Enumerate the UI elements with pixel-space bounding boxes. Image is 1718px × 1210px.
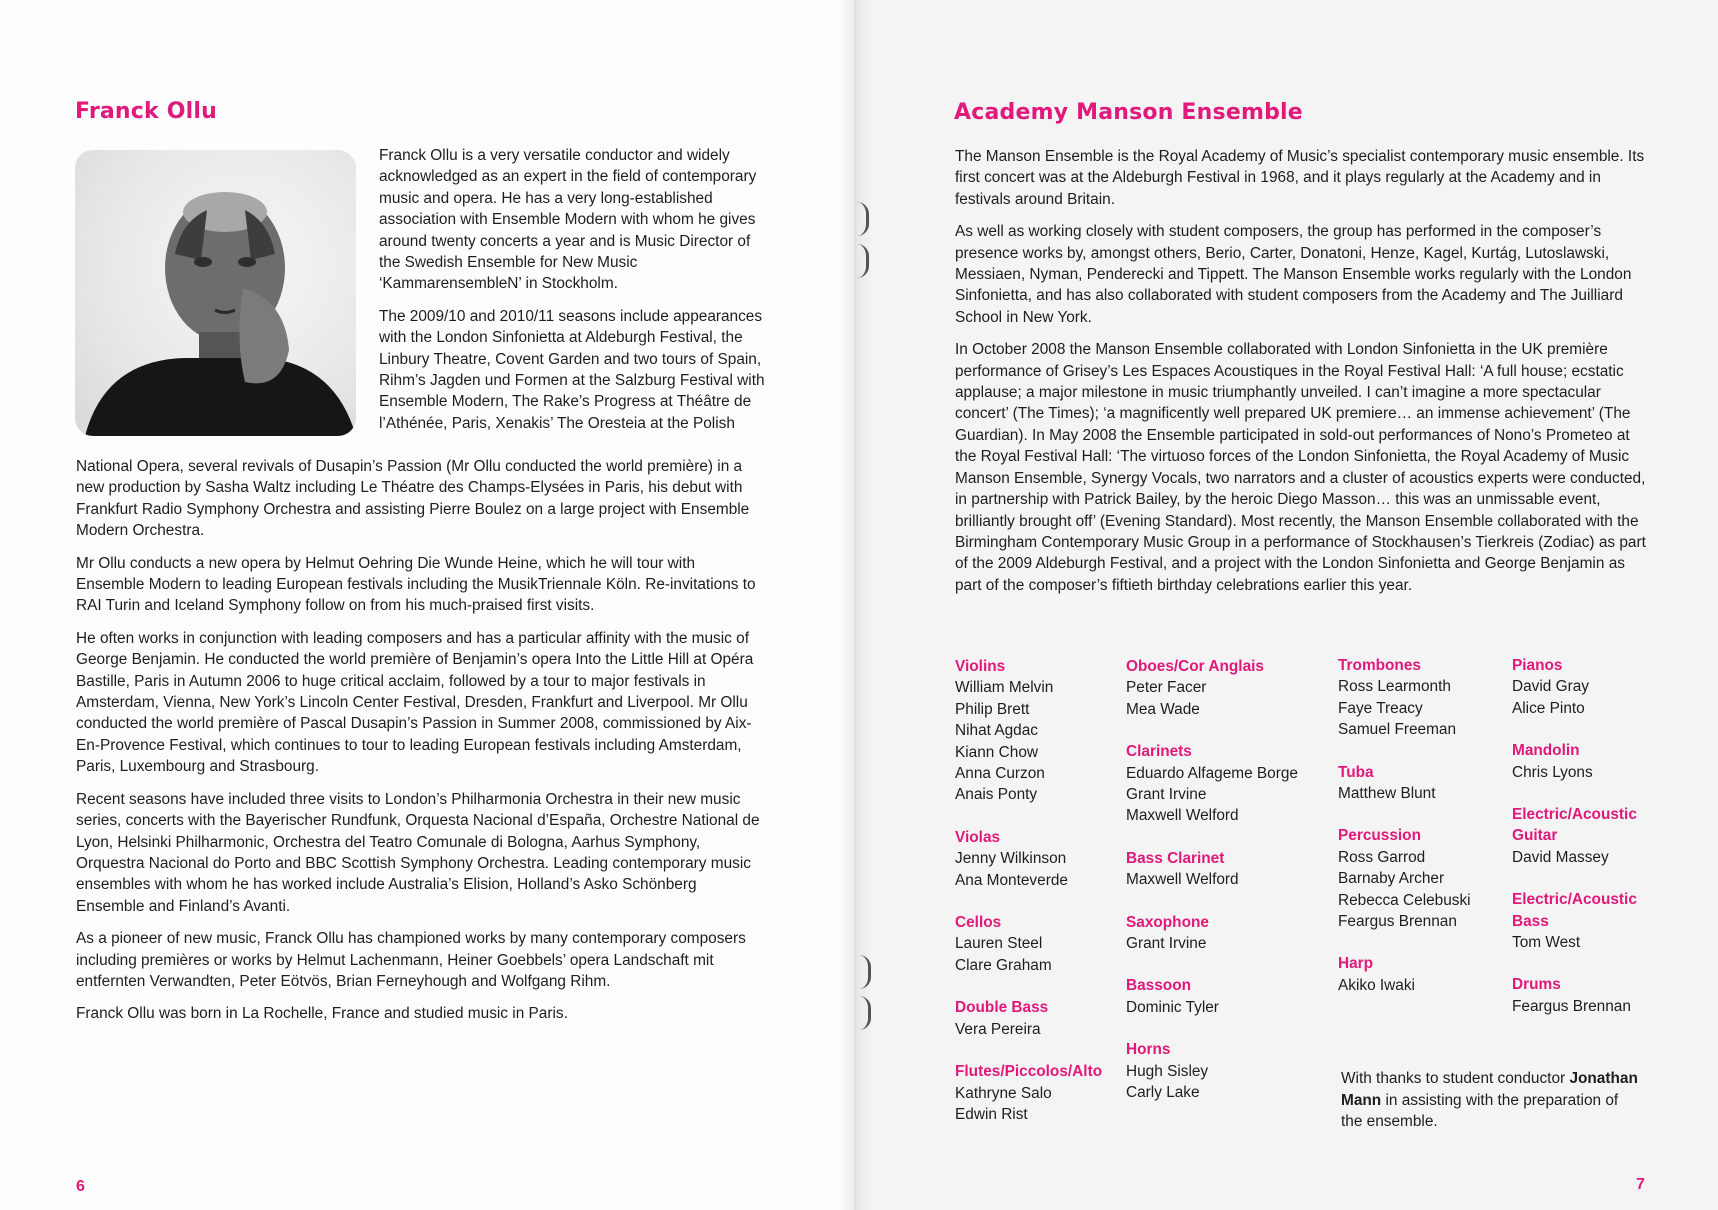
member-name: Grant Irvine xyxy=(1126,786,1207,804)
member-name: Grant Irvine xyxy=(1126,935,1207,953)
roster-column xyxy=(1512,655,1662,1038)
bio-paragraph: Franck Ollu was born in La Rochelle, France and studied music in Paris. xyxy=(76,1005,568,1023)
roster-section xyxy=(1512,740,1662,783)
member-name: Barnaby Archer xyxy=(1338,870,1445,888)
member-name: Kathryne Salo xyxy=(955,1084,1052,1102)
roster-section xyxy=(1512,889,1662,953)
left-page-heading: Franck Ollu xyxy=(75,99,217,124)
member-name: Ross Learmonth xyxy=(1338,678,1451,696)
member-name: Feargus Brennan xyxy=(1338,913,1457,931)
member-name: Samuel Freeman xyxy=(1338,721,1457,739)
bio-intro xyxy=(379,145,774,445)
member-name: Alice Pinto xyxy=(1512,699,1585,717)
section-title: Double Bass xyxy=(955,999,1049,1017)
member-name: Maxwell Welford xyxy=(1126,871,1239,889)
member-name: Ross Garrod xyxy=(1338,848,1426,866)
member-name: Anna Curzon xyxy=(955,765,1045,783)
member-name: Feargus Brennan xyxy=(1512,997,1631,1015)
member-name: Anais Ponty xyxy=(955,786,1038,804)
section-title: Clarinets xyxy=(1126,743,1192,761)
bio-paragraph: As a pioneer of new music, Franck Ollu has championed works by many contemporary composers including premières or works by Helmut Lachenmann, Heiner Goebbels’ opera Landschaft mit entfernten Verwandten, Peter Eötvös, Brian Ferneyhough and Wolfgang Rihm. xyxy=(76,930,746,990)
roster-section xyxy=(1338,825,1508,932)
member-name: Vera Pereira xyxy=(955,1020,1041,1038)
roster-section xyxy=(1126,975,1331,1018)
portrait-illustration xyxy=(75,150,356,436)
bio-paragraph: The 2009/10 and 2010/11 seasons include appearances with the London Sinfonietta at Aldeburgh Festival, the Linbury Theatre, Covent Garden and two tours of Spain, Rihm’s Jagden und Formen at the Salzburg Festival with Ensemble Modern, The Rake’s Progress at Théâtre de l’Athénée, Paris, Xenakis’ The Oresteia at the Polish xyxy=(379,307,765,432)
roster-column xyxy=(1126,656,1331,1125)
member-name: Philip Brett xyxy=(955,700,1030,718)
ensemble-description xyxy=(955,146,1655,607)
member-name: Eduardo Alfageme Borge xyxy=(1126,764,1298,782)
bio-body xyxy=(76,456,766,1036)
ensemble-paragraph: The Manson Ensemble is the Royal Academy of Music’s specialist contemporary music ensemble. Its first concert was at the Aldeburgh Festival in 1968, and it plays regularly at the Academy and in festivals around Britain. xyxy=(955,148,1645,208)
member-name: Akiko Iwaki xyxy=(1338,976,1415,994)
section-title: Harp xyxy=(1338,955,1374,973)
section-title: Electric/Acoustic Bass xyxy=(1512,891,1637,930)
roster-section xyxy=(1512,655,1662,719)
bio-paragraph: Recent seasons have included three visits to London’s Philharmonia Orchestra in their new music series, concerts with the Bayerischer Rundfunk, Orquesta Nacional d’España, Orchestre National de Lyon, Helsinki Philharmonic, Orchestra del Teatro Comunale di Bologna, Aarhus Symphony, Orquestra Nacional do Porto and BBC Scottish Symphony Orchestra. Leading contemporary music ensembles with whom he has worked include Australia’s Elision, Holland’s Asko Schönberg Ensemble and Finland’s Avanti. xyxy=(76,790,760,915)
roster-section xyxy=(955,997,1120,1040)
member-name: Nihat Agdac xyxy=(955,722,1038,740)
member-name: Ana Monteverde xyxy=(955,871,1068,889)
member-name: Faye Treacy xyxy=(1338,699,1423,717)
member-name: Mea Wade xyxy=(1126,700,1200,718)
section-title: Saxophone xyxy=(1126,913,1209,931)
member-name: Kiann Chow xyxy=(955,743,1038,761)
roster-section xyxy=(1338,762,1508,805)
section-title: Bass Clarinet xyxy=(1126,849,1225,867)
section-title: Percussion xyxy=(1338,827,1421,845)
member-name: Matthew Blunt xyxy=(1338,785,1436,803)
roster-section xyxy=(1126,912,1331,955)
roster-section xyxy=(955,1061,1120,1125)
member-name: Peter Facer xyxy=(1126,679,1207,697)
member-name: Lauren Steel xyxy=(955,935,1043,953)
roster-section xyxy=(1512,804,1662,868)
section-title: Tuba xyxy=(1338,763,1374,781)
conductor-portrait-photo xyxy=(75,150,356,436)
thanks-text: in assisting with the preparation of the ensemble. xyxy=(1341,1091,1619,1131)
ensemble-paragraph: As well as working closely with student composers, the group has performed in the composer’s presence works by, amongst others, Berio, Carter, Donatoni, Henze, Kagel, Kurtág, Lutoslawski, Messiaen, Nyman, Penderecki and Tippett. The Manson Ensemble works regularly with the London Sinfonietta, and has also collaborated with student composers from the Academy and The Juilliard School in New York. xyxy=(955,223,1632,326)
member-name: Dominic Tyler xyxy=(1126,998,1219,1016)
acknowledgement-note xyxy=(1341,1068,1641,1133)
roster-section xyxy=(1126,656,1331,720)
member-name: Clare Graham xyxy=(955,956,1052,974)
member-name: Hugh Sisley xyxy=(1126,1062,1209,1080)
bio-paragraph: Franck Ollu is a very versatile conductor and widely acknowledged as an expert in the field of contemporary music and opera. He has a very long-established association with Ensemble Modern with whom he gives around twenty concerts a year and is Music Director of the Swedish Ensemble for New Music ‘KammarensembleN’ in Stockholm. xyxy=(379,147,757,293)
roster-column xyxy=(1338,655,1508,1017)
member-name: David Massey xyxy=(1512,848,1609,866)
section-title: Electric/Acoustic Guitar xyxy=(1512,806,1637,845)
page-number-left: 6 xyxy=(76,1178,85,1195)
roster-section xyxy=(955,656,1120,806)
bio-paragraph: He often works in conjunction with leading composers and has a particular affinity with the music of George Benjamin. He conducted the world première of Benjamin’s opera Into the Little Hill at Opéra Bastille, Paris in Autumn 2006 to huge critical acclaim, followed by a tour to major festivals in Amsterdam, Vienna, New York’s Lincoln Center Festival, Dresden, Frankfurt and Liverpool. Mr Ollu conducted the world première of Pascal Dusapin’s Passion in Summer 2008, commissioned by Aix-En-Provence Festival, which continues to tour to leading European festivals including Amsterdam, Paris, Luxembourg and Strasbourg. xyxy=(76,629,754,776)
ensemble-paragraph: In October 2008 the Manson Ensemble collaborated with London Sinfonietta in the UK première performance of Grisey’s Les Espaces Acoustiques in the Royal Festival Hall: ‘A full house; ecstatic applause; a major milestone in music triumphantly unveiled. I can’t imagine a more spectacular concert’ (The Times); ‘a magnificently well prepared UK premiere… an immense achievement’ (The Guardian). In May 2008 the Ensemble participated in sold-out performances of Nono’s Prometeo at the Royal Festival Hall: ‘The virtuoso forces of the London Sinfonietta, the Royal Academy of Music Manson Ensemble, Synergy Vocals, two narrators and a cluster of acoustics experts were conducted, in partnership with Patrick Bailey, by the heroic Diego Masson… this was an unmissable event, brilliantly brought off’ (Evening Standard). Most recently, the Manson Ensemble collaborated with the Birmingham Contemporary Music Group in a performance of Stockhausen’s Tierkreis (Zodiac) as part of the 2009 Aldeburgh Festival, and a project with the London Sinfonietta and George Benjamin as part of the composer’s fiftieth birthday celebrations earlier this year. xyxy=(955,341,1646,594)
member-name: Chris Lyons xyxy=(1512,763,1593,781)
member-name: Edwin Rist xyxy=(955,1105,1028,1123)
member-name: Carly Lake xyxy=(1126,1084,1200,1102)
member-name: Jenny Wilkinson xyxy=(955,850,1067,868)
section-title: Pianos xyxy=(1512,657,1563,674)
right-page-heading: Academy Manson Ensemble xyxy=(954,100,1303,125)
thanks-text: With thanks to student conductor xyxy=(1341,1070,1566,1087)
page-number-right: 7 xyxy=(1636,1176,1645,1193)
section-title: Mandolin xyxy=(1512,742,1580,760)
member-name: David Gray xyxy=(1512,678,1589,696)
section-title: Flutes/Piccolos/Alto xyxy=(955,1063,1103,1081)
bio-paragraph: National Opera, several revivals of Dusapin’s Passion (Mr Ollu conducted the world première) in a new production by Sasha Waltz including Le Théatre des Champs-Elysées in Paris, his debut with Frankfurt Radio Symphony Orchestra and assisting Pierre Boulez on a large project with Ensemble Modern Orchestra. xyxy=(76,458,750,540)
member-name: Rebecca Celebuski xyxy=(1338,891,1471,909)
section-title: Horns xyxy=(1126,1041,1171,1059)
roster-section xyxy=(1338,953,1508,996)
member-name: William Melvin xyxy=(955,679,1054,697)
section-title: Drums xyxy=(1512,976,1561,994)
roster-section xyxy=(1338,655,1508,741)
section-title: Bassoon xyxy=(1126,977,1191,995)
roster-section xyxy=(1126,848,1331,891)
roster-section xyxy=(1512,974,1662,1017)
roster-section xyxy=(955,827,1120,891)
section-title: Violins xyxy=(955,658,1006,675)
left-page xyxy=(0,0,855,1210)
section-title: Oboes/Cor Anglais xyxy=(1126,658,1264,675)
section-title: Cellos xyxy=(955,914,1002,932)
roster-section xyxy=(1126,1039,1331,1103)
student-conductor-name: Jonathan Mann xyxy=(1341,1070,1638,1109)
section-title: Violas xyxy=(955,828,1001,846)
member-name: Maxwell Welford xyxy=(1126,807,1239,825)
member-name: Tom West xyxy=(1512,934,1581,952)
roster-section xyxy=(955,912,1120,976)
roster-column xyxy=(955,656,1120,1146)
section-title: Trombones xyxy=(1338,657,1421,674)
roster-section xyxy=(1126,741,1331,827)
bio-paragraph: Mr Ollu conducts a new opera by Helmut Oehring Die Wunde Heine, which he will tour with Ensemble Modern to leading European festivals including the MusikTriennale Köln. Re-invitations to RAI Turin and Iceland Symphony follow on from his much-praised first visits. xyxy=(76,554,756,615)
